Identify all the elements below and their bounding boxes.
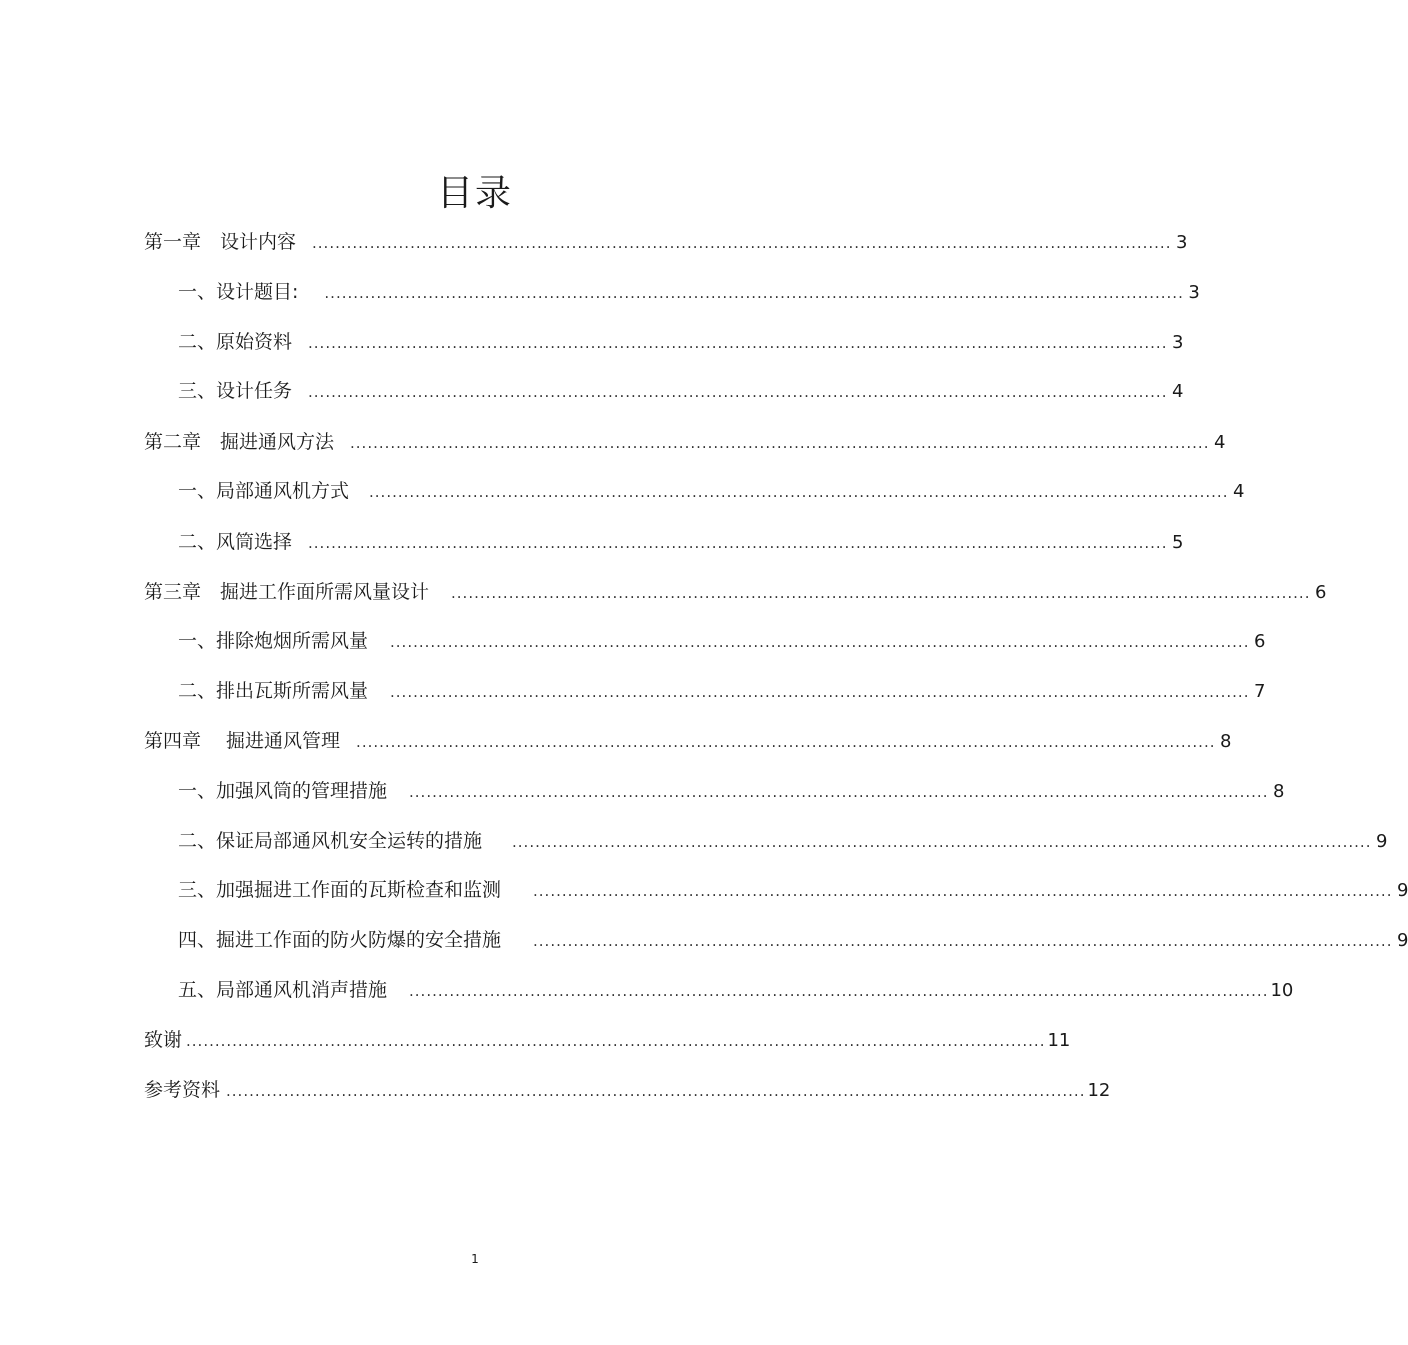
toc-entry-page: 4 (1233, 481, 1245, 502)
toc-entry-label: 第二章 掘进通风方法 (144, 431, 335, 453)
toc-leader-dots: ..................................................................................................................................................... (308, 534, 1168, 552)
toc-entry[interactable] (178, 627, 1266, 655)
toc-leader-dots: ..................................................................................................................................................... (350, 434, 1210, 452)
toc-entry-page: 12 (1087, 1080, 1111, 1101)
toc-entry-label: 参考资料 (144, 1079, 221, 1101)
toc-entry[interactable] (144, 578, 1327, 606)
toc-entry-page: 10 (1270, 980, 1294, 1001)
toc-entry-label: 五、局部通风机消声措施 (178, 979, 388, 1001)
toc-leader-dots: ..................................................................................................................................................... (324, 284, 1184, 302)
toc-entry[interactable] (144, 727, 1232, 755)
toc-entry-label: 第一章 设计内容 (144, 231, 297, 253)
toc-entry-page: 5 (1172, 532, 1184, 553)
toc-entry-page: 3 (1172, 332, 1184, 353)
toc-entry[interactable] (178, 377, 1184, 405)
toc-entry[interactable] (178, 328, 1184, 356)
toc-leader-dots: ..................................................................................................................................................... (390, 683, 1250, 701)
toc-leader-dots: ..................................................................................................................................................... (409, 982, 1269, 1000)
toc-leader-dots: ..................................................................................................................................................... (312, 234, 1172, 252)
toc-leader-dots: ..................................................................................................................................................... (356, 733, 1216, 751)
toc-entry-page: 4 (1172, 381, 1184, 402)
toc-leader-dots: ..................................................................................................................................................... (186, 1032, 1046, 1050)
toc-entry-label: 一、局部通风机方式 (178, 480, 350, 502)
toc-entry[interactable] (178, 976, 1294, 1004)
page-number: 1 (471, 1252, 479, 1266)
toc-entry-label: 二、保证局部通风机安全运转的措施 (178, 830, 483, 852)
toc-entry[interactable] (178, 827, 1388, 855)
toc-entry-page: 6 (1315, 582, 1327, 603)
toc-entry-label: 二、原始资料 (178, 331, 293, 353)
toc-leader-dots: ..................................................................................................................................................... (308, 334, 1168, 352)
toc-entry[interactable] (178, 677, 1266, 705)
toc-entry-page: 9 (1397, 930, 1408, 951)
toc-entry-label: 二、风筒选择 (178, 531, 293, 553)
toc-entry[interactable] (178, 777, 1285, 805)
toc-leader-dots: ..................................................................................................................................................... (512, 833, 1372, 851)
toc-leader-dots: ..................................................................................................................................................... (369, 483, 1229, 501)
toc-entry[interactable] (178, 528, 1184, 556)
toc-entry[interactable] (144, 428, 1226, 456)
toc-entry-label: 三、加强掘进工作面的瓦斯检查和监测 (178, 879, 502, 901)
toc-entry-page: 8 (1273, 781, 1285, 802)
toc-entry-label: 致谢 (144, 1029, 183, 1051)
toc-leader-dots: ..................................................................................................................................................... (308, 383, 1168, 401)
toc-entry[interactable] (178, 926, 1408, 954)
toc-entry-label: 第四章 掘进通风管理 (144, 730, 341, 752)
toc-entry-label: 一、加强风筒的管理措施 (178, 780, 388, 802)
toc-leader-dots: ..................................................................................................................................................... (533, 932, 1393, 950)
toc-entry[interactable] (144, 1076, 1111, 1104)
toc-entry-page: 8 (1220, 731, 1232, 752)
toc-entry-page: 9 (1397, 880, 1408, 901)
toc-entry-page: 3 (1176, 232, 1188, 253)
toc-entry-label: 三、设计任务 (178, 380, 293, 402)
toc-leader-dots: ..................................................................................................................................................... (451, 584, 1311, 602)
toc-entry-label: 四、掘进工作面的防火防爆的安全措施 (178, 929, 502, 951)
toc-entry-page: 9 (1376, 831, 1388, 852)
toc-entry[interactable] (178, 278, 1200, 306)
toc-entry[interactable] (144, 1026, 1071, 1054)
toc-entry-label: 一、设计题目: (178, 281, 299, 303)
toc-leader-dots: ..................................................................................................................................................... (226, 1082, 1086, 1100)
toc-entry[interactable] (178, 876, 1408, 904)
toc-leader-dots: ..................................................................................................................................................... (390, 633, 1250, 651)
toc-entry[interactable] (178, 477, 1245, 505)
toc-entry-page: 4 (1214, 432, 1226, 453)
toc-leader-dots: ..................................................................................................................................................... (533, 882, 1393, 900)
toc-entry-page: 7 (1254, 681, 1266, 702)
toc-leader-dots: ..................................................................................................................................................... (409, 783, 1269, 801)
toc-entry-page: 11 (1047, 1030, 1071, 1051)
toc-entry-label: 二、排出瓦斯所需风量 (178, 680, 369, 702)
page-title: 目录 (436, 173, 513, 214)
toc-entry[interactable] (144, 228, 1188, 256)
toc-entry-page: 3 (1188, 282, 1200, 303)
toc-entry-page: 6 (1254, 631, 1266, 652)
toc-entry-label: 第三章 掘进工作面所需风量设计 (144, 581, 430, 603)
toc-entry-label: 一、排除炮烟所需风量 (178, 630, 369, 652)
